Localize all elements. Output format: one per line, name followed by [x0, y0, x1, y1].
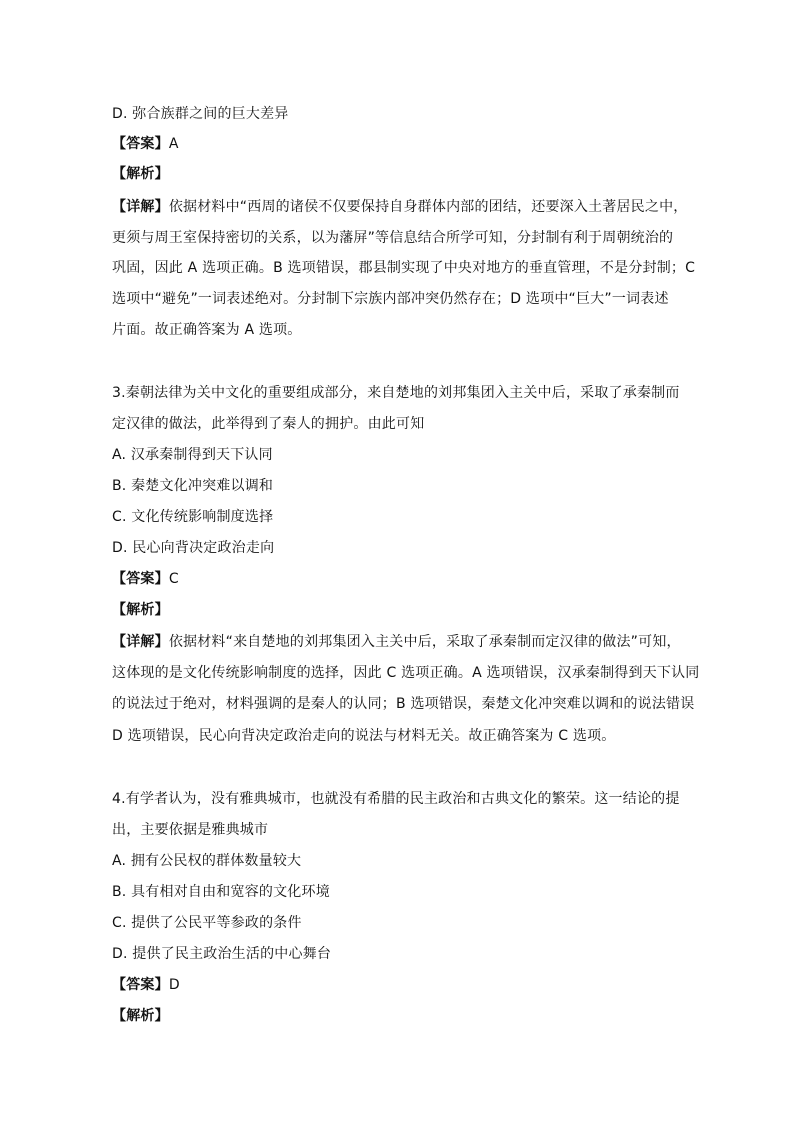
q4-stem-line: 4.有学者认为，没有雅典城市，也就没有希腊的民主政治和古典文化的繁荣。这一结论的提 — [112, 791, 680, 807]
q3-option-b: B. 秦楚文化冲突难以调和 — [112, 478, 274, 494]
q4-stem-line: 出，主要依据是雅典城市 — [112, 822, 269, 838]
q2-option-d: D. 弥合族群之间的巨大差异 — [112, 106, 289, 122]
q4-option-a: A. 拥有公民权的群体数量较大 — [112, 853, 302, 869]
q2-detail-line: 片面。故正确答案为 A 选项。 — [112, 322, 302, 338]
answer-value: A — [168, 136, 179, 152]
q3-detail-line — [112, 632, 692, 652]
answer-value: C — [168, 571, 179, 587]
q2-detail-line: 巩固，因此 A 选项正确。B 选项错误，郡县制实现了中央对地方的垂直管理，不是分封制；C — [112, 260, 696, 276]
detail-tag: 【详解】 — [112, 634, 169, 650]
q2-detail-line: 更须与周王室保持密切的关系，以为藩屏”等信息结合所学可知，分封制有利于周朝统治的 — [112, 230, 674, 246]
q4-option-c: C. 提供了公民平等参政的条件 — [112, 915, 302, 931]
q3-option-c: C. 文化传统影响制度选择 — [112, 509, 274, 525]
q2-detail-line: 选项中“避免”一词表述绝对。分封制下宗族内部冲突仍然存在；D 选项中“巨大”一词表述 — [112, 291, 669, 307]
detail-text: 依据材料“来自楚地的刘邦集团入主关中后，采取了承秦制而定汉律的做法”可知， — [168, 634, 681, 650]
q3-option-a: A. 汉承秦制得到天下认同 — [112, 447, 273, 463]
q3-detail-line: D 选项错误，民心向背决定政治走向的说法与材料无关。故正确答案为 C 选项。 — [112, 728, 616, 744]
answer-tag: 【答案】 — [112, 977, 169, 993]
q3-analysis-tag: 【解析】 — [112, 602, 169, 618]
answer-value: D — [168, 977, 180, 993]
q4-option-d: D. 提供了民主政治生活的中心舞台 — [112, 946, 332, 962]
q2-analysis-tag: 【解析】 — [112, 166, 169, 182]
q3-stem-line: 3.秦朝法律为关中文化的重要组成部分，来自楚地的刘邦集团入主关中后，采取了承秦制而 — [112, 385, 680, 401]
q3-detail-line: 这体现的是文化传统影响制度的选择，因此 C 选项正确。A 选项错误，汉承秦制得到天下认同 — [112, 665, 700, 681]
q3-stem-line: 定汉律的做法，此举得到了秦人的拥护。由此可知 — [112, 416, 425, 432]
q2-answer — [112, 134, 692, 154]
q4-answer — [112, 975, 692, 995]
q2-detail-line — [112, 197, 692, 217]
q3-option-d: D. 民心向背决定政治走向 — [112, 540, 275, 556]
answer-tag: 【答案】 — [112, 571, 169, 587]
q3-detail-line: 的说法过于绝对，材料强调的是秦人的认同；B 选项错误，秦楚文化冲突难以调和的说法错误 — [112, 696, 695, 712]
q3-answer — [112, 569, 692, 589]
detail-text: 依据材料中“西周的诸侯不仅要保持自身群体内部的团结，还要深入土著居民之中， — [168, 199, 688, 215]
answer-tag: 【答案】 — [112, 136, 169, 152]
detail-tag: 【详解】 — [112, 199, 169, 215]
q4-analysis-tag: 【解析】 — [112, 1008, 169, 1024]
q4-option-b: B. 具有相对自由和宽容的文化环境 — [112, 884, 330, 900]
